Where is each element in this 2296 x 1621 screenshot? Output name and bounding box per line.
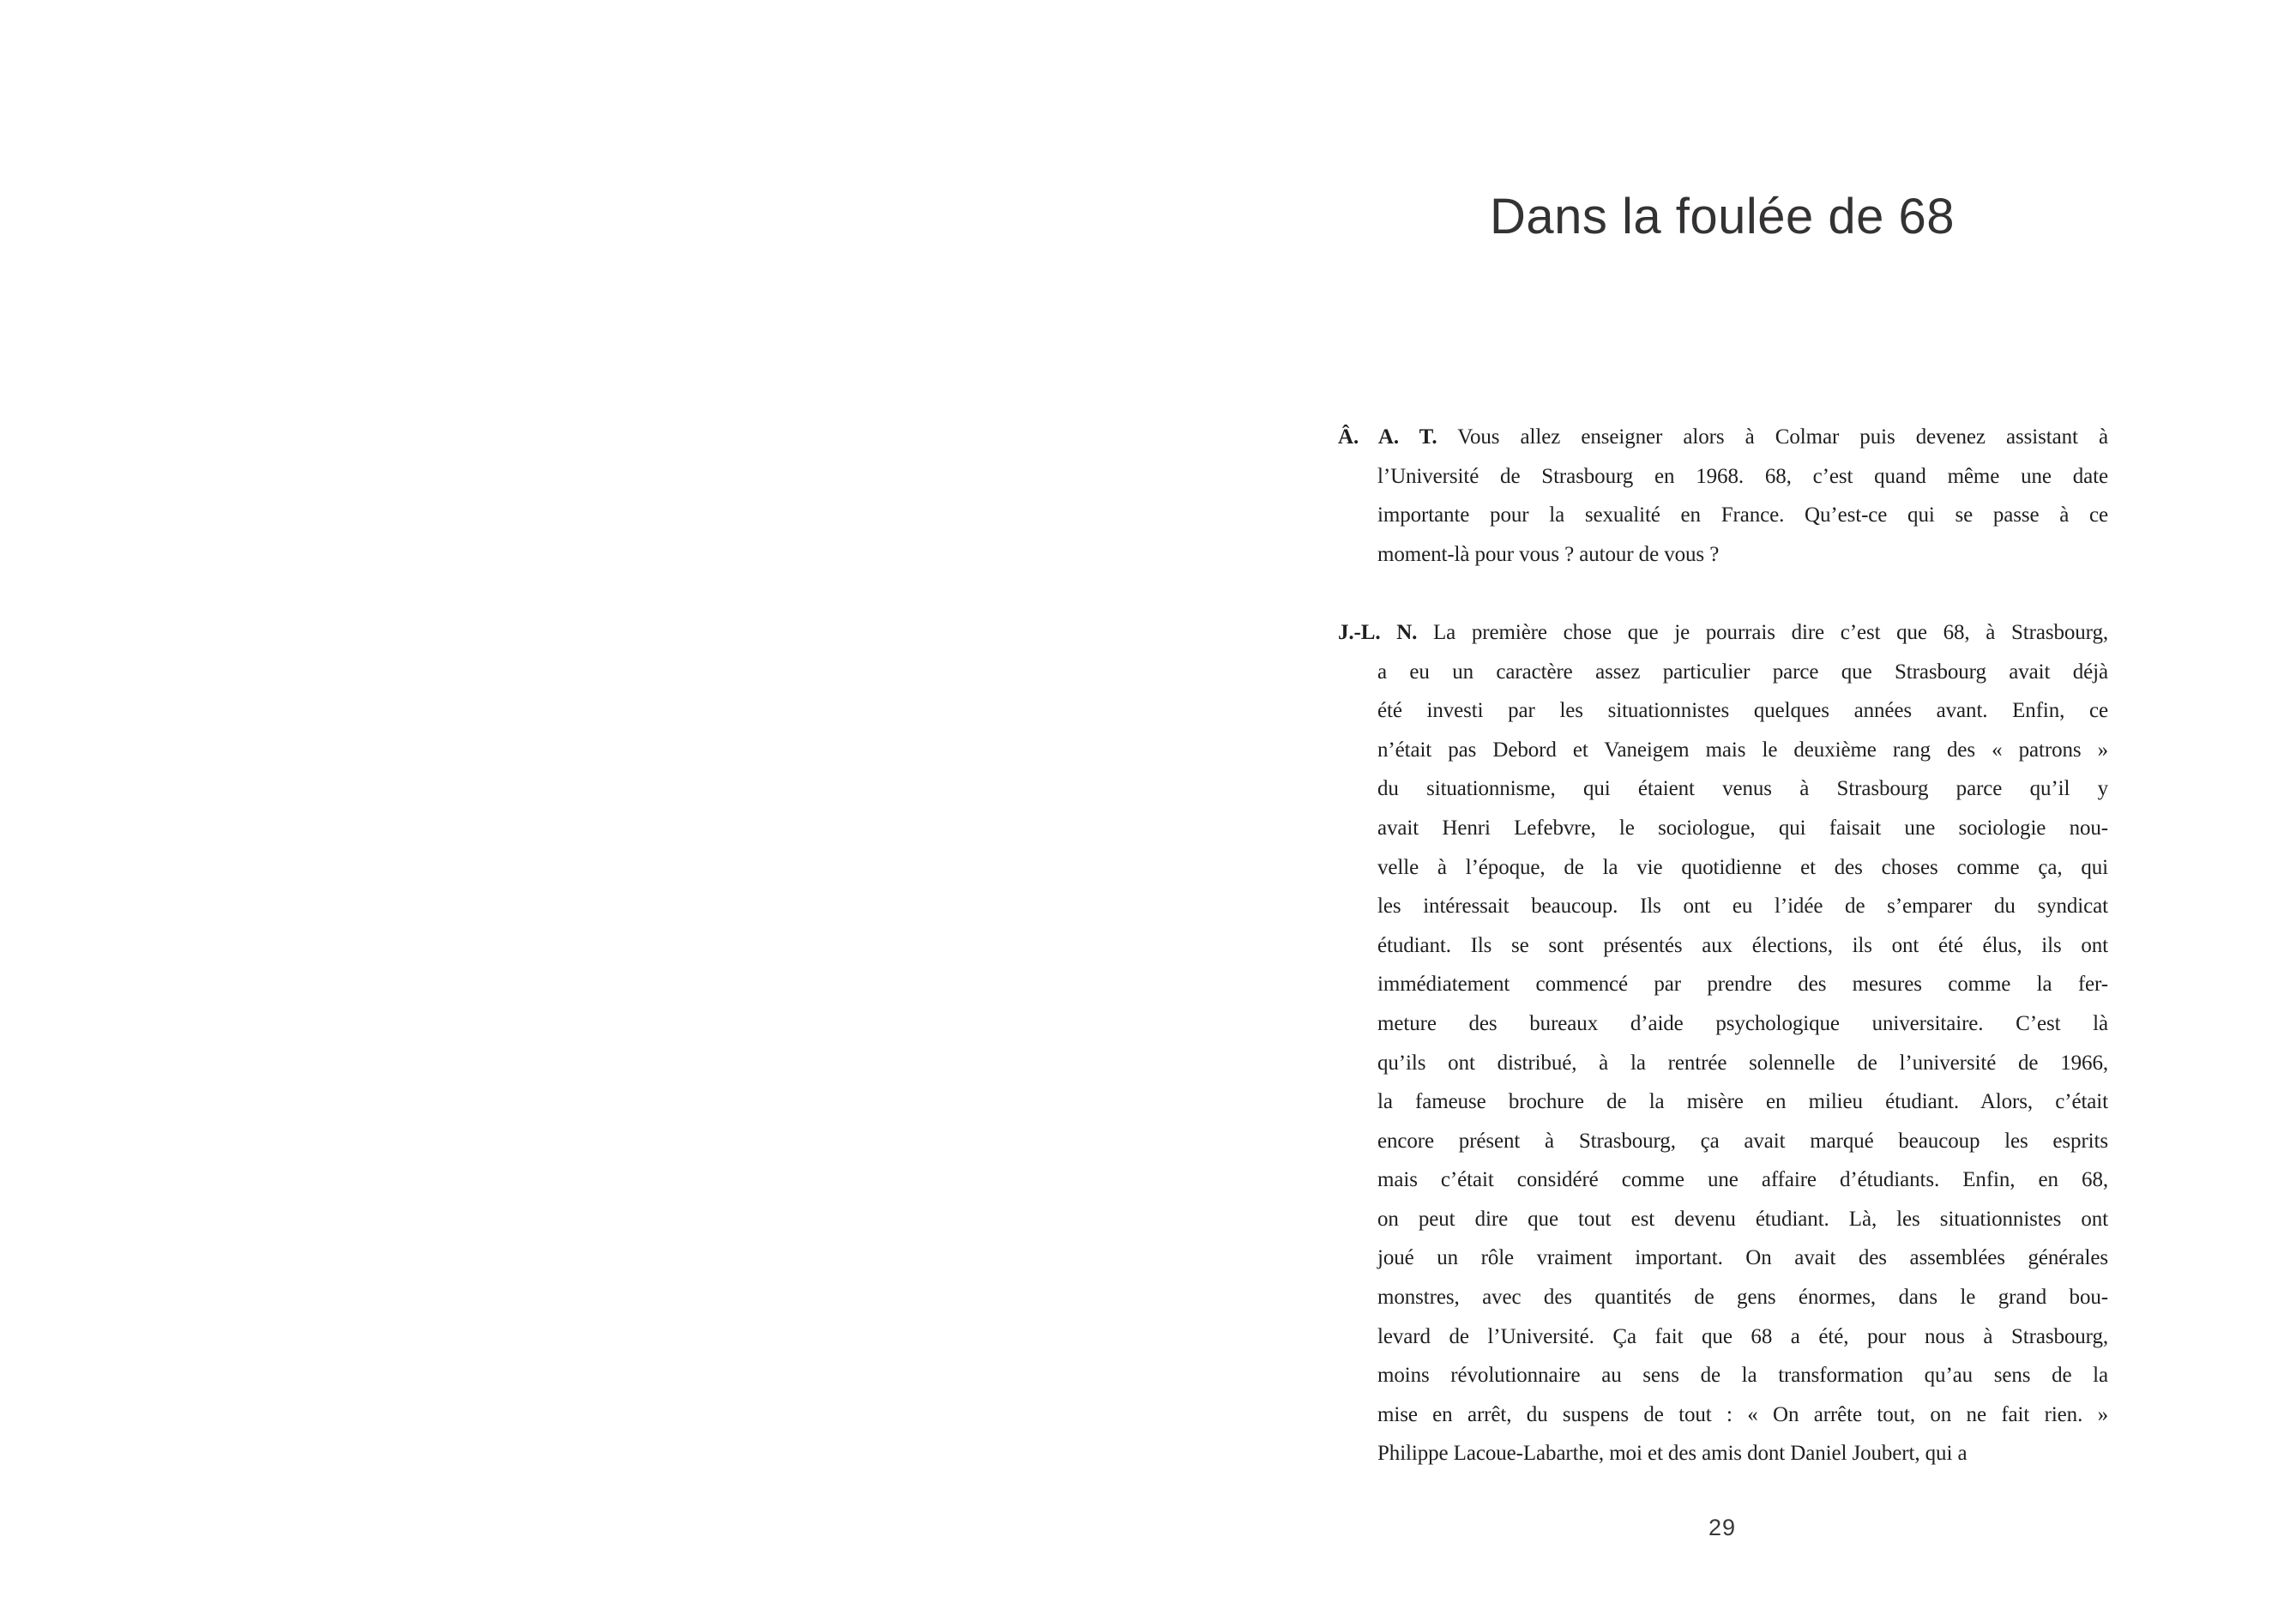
text-line: Philippe Lacoue-Labarthe, moi et des amis dont Daniel Joubert, qui a bbox=[1377, 1442, 1968, 1466]
text-line: joué un rôle vraiment important. On avait des assemblées générales bbox=[1377, 1246, 2108, 1270]
text-line: levard de l’Université. Ça fait que 68 a été, pour nous à Strasbourg, bbox=[1377, 1324, 2108, 1348]
paragraph bbox=[1338, 418, 2108, 574]
text-line: étudiant. Ils se sont présentés aux élections, ils ont été élus, ils ont bbox=[1377, 933, 2108, 957]
text-line: meture des bureaux d’aide psychologique universitaire. C’est là bbox=[1377, 1011, 2108, 1035]
text-line: avait Henri Lefebvre, le sociologue, qui faisait une sociologie nou- bbox=[1377, 816, 2108, 840]
text-line: qu’ils ont distribué, à la rentrée solennelle de l’université de 1966, bbox=[1377, 1051, 2108, 1075]
text-line: la fameuse brochure de la misère en milieu étudiant. Alors, c’était bbox=[1377, 1090, 2108, 1114]
text-line: moins révolutionnaire au sens de la transformation qu’au sens de la bbox=[1377, 1364, 2108, 1388]
text-line: n’était pas Debord et Vaneigem mais le deuxième rang des « patrons » bbox=[1377, 738, 2108, 762]
text-line: Â. A. T. Vous allez enseigner alors à Colmar puis devenez assistant à bbox=[1338, 425, 2109, 449]
text-line: a eu un caractère assez particulier parce que Strasbourg avait déjà bbox=[1377, 660, 2108, 684]
text-line: mais c’était considéré comme une affaire d’étudiants. Enfin, en 68, bbox=[1377, 1168, 2108, 1192]
text-line: monstres, avec des quantités de gens énormes, dans le grand bou- bbox=[1377, 1286, 2108, 1310]
text-line: mise en arrêt, du suspens de tout : « On arrête tout, on ne fait rien. » bbox=[1377, 1402, 2108, 1426]
text-line: J.-L. N. La première chose que je pourrais dire c’est que 68, à Strasbourg, bbox=[1338, 620, 2108, 644]
text-line: moment-là pour vous ? autour de vous ? bbox=[1377, 542, 1720, 566]
text-line: on peut dire que tout est devenu étudiant. Là, les situationnistes ont bbox=[1377, 1207, 2108, 1231]
speaker-label: J.-L. N. bbox=[1338, 620, 1418, 644]
text-line: importante pour la sexualité en France. Qu’est-ce qui se passe à ce bbox=[1377, 503, 2108, 527]
text-line: du situationnisme, qui étaient venus à Strasbourg parce qu’il y bbox=[1377, 777, 2108, 801]
chapter-title: Dans la foulée de 68 bbox=[1489, 188, 1956, 244]
text-line: l’Université de Strasbourg en 1968. 68, c’est quand même une date bbox=[1377, 464, 2108, 488]
speaker-label: Â. A. T. bbox=[1338, 425, 1437, 449]
text-line: été investi par les situationnistes quelques années avant. Enfin, ce bbox=[1377, 699, 2108, 723]
text-line: velle à l’époque, de la vie quotidienne et des choses comme ça, qui bbox=[1377, 855, 2108, 879]
text-line: immédiatement commencé par prendre des mesures comme la fer- bbox=[1377, 973, 2108, 997]
page-number: 29 bbox=[1708, 1515, 1737, 1540]
text-line: encore présent à Strasbourg, ça avait marqué beaucoup les esprits bbox=[1377, 1129, 2108, 1153]
paragraph bbox=[1338, 613, 2108, 1473]
text-line: les intéressait beaucoup. Ils ont eu l’idée de s’emparer du syndicat bbox=[1377, 895, 2108, 919]
body-text bbox=[1338, 418, 2108, 1473]
